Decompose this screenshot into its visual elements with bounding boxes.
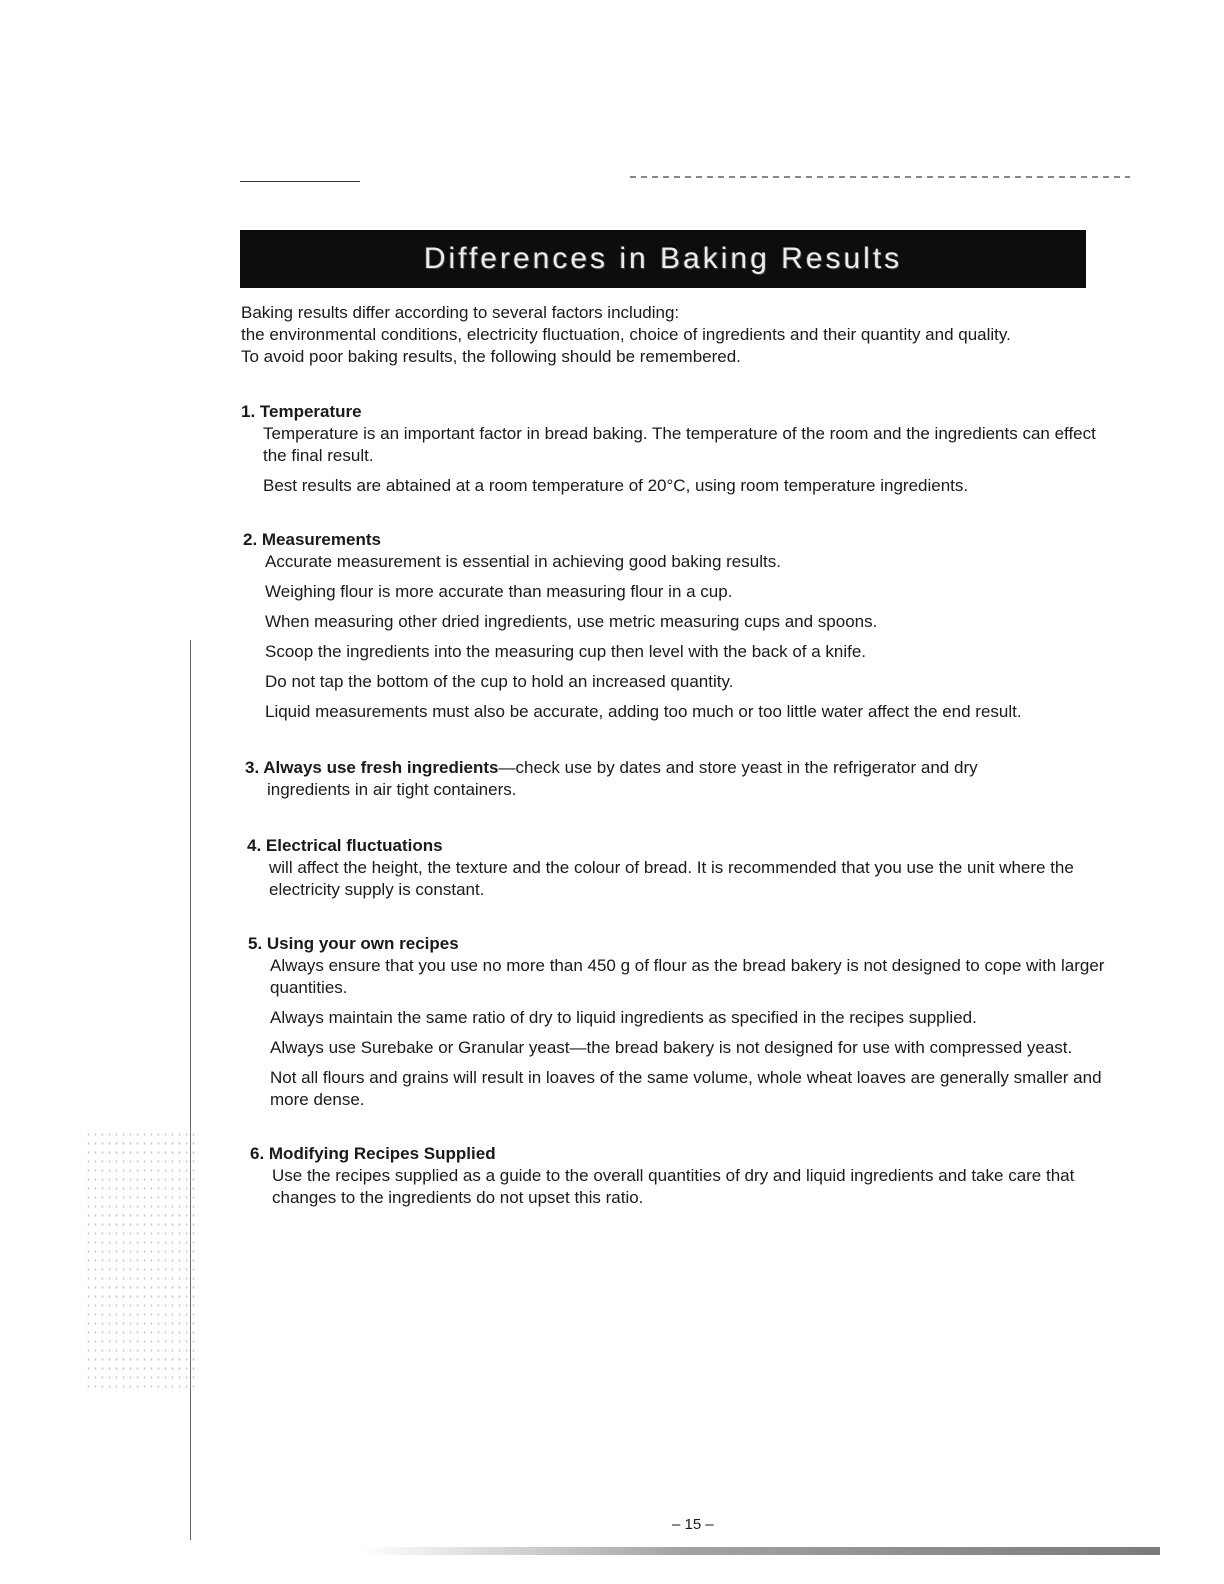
section-modifying-recipes [250, 1143, 1130, 1217]
paragraph: Scoop the ingredients into the measuring cup then level with the back of a knife. [265, 642, 867, 661]
paragraph: Weighing flour is more accurate than measuring flour in a cup. [265, 582, 733, 601]
section-fresh-ingredients [245, 757, 1125, 809]
paragraph: Always ensure that you use no more than 450 g of flour as the bread bakery is not designed to cope with larger quantities. [270, 956, 1105, 997]
intro-text [241, 302, 1121, 368]
section-heading: 6. Modifying Recipes Supplied [250, 1144, 496, 1163]
paragraph: Accurate measurement is essential in achieving good baking results. [265, 552, 781, 571]
paragraph: Temperature is an important factor in bread baking. The temperature of the room and the ingredients can effect the final result. [263, 424, 1096, 465]
intro-line: the environmental conditions, electricity fluctuation, choice of ingredients and their quantity and quality. [241, 325, 1011, 344]
scan-noise [85, 1130, 195, 1390]
paragraph: Not all flours and grains will result in loaves of the same volume, whole wheat loaves are generally smaller and more dense. [270, 1068, 1102, 1109]
paragraph: Always maintain the same ratio of dry to liquid ingredients as specified in the recipes supplied. [270, 1008, 977, 1027]
intro-line: To avoid poor baking results, the following should be remembered. [241, 347, 741, 366]
paragraph: Use the recipes supplied as a guide to the overall quantities of dry and liquid ingredients and take care that changes to the ingredients do not upset this ratio. [272, 1166, 1075, 1207]
paragraph: Best results are abtained at a room temperature of 20°C, using room temperature ingredients. [263, 476, 969, 495]
title-banner [240, 230, 1086, 288]
intro-line: Baking results differ according to several factors including: [241, 303, 680, 322]
page-title: Differences in Baking Results [423, 242, 903, 275]
section-heading: 3. Always use fresh ingredients [245, 758, 499, 777]
section-heading: 1. Temperature [241, 402, 362, 421]
section-own-recipes [248, 933, 1128, 1119]
section-heading: 5. Using your own recipes [248, 934, 459, 953]
section-temperature [241, 401, 1121, 505]
section-measurements [243, 529, 1123, 731]
top-left-rule [240, 181, 360, 182]
page-number: – 15 – [672, 1516, 714, 1533]
paragraph: When measuring other dried ingredients, use metric measuring cups and spoons. [265, 612, 878, 631]
section-heading: 4. Electrical fluctuations [247, 836, 443, 855]
paragraph: will affect the height, the texture and the colour of bread. It is recommended that you use the unit where the electricity supply is constant. [269, 858, 1074, 899]
section-inline-text: —check use by dates and store yeast in the refrigerator and dry [498, 758, 978, 777]
paragraph: Always use Surebake or Granular yeast—the bread bakery is not designed for use with compressed yeast. [270, 1038, 1073, 1057]
section-heading: 2. Measurements [243, 530, 381, 549]
section-electrical [247, 835, 1127, 909]
section-heading-line [245, 757, 1125, 779]
scan-bottom-edge [360, 1547, 1160, 1555]
scan-margin-line [190, 640, 191, 1540]
top-right-rule [630, 176, 1130, 178]
paragraph: Liquid measurements must also be accurate, adding too much or too little water affect the end result. [265, 702, 1022, 721]
paragraph: Do not tap the bottom of the cup to hold an increased quantity. [265, 672, 734, 691]
paragraph: ingredients in air tight containers. [267, 780, 517, 799]
